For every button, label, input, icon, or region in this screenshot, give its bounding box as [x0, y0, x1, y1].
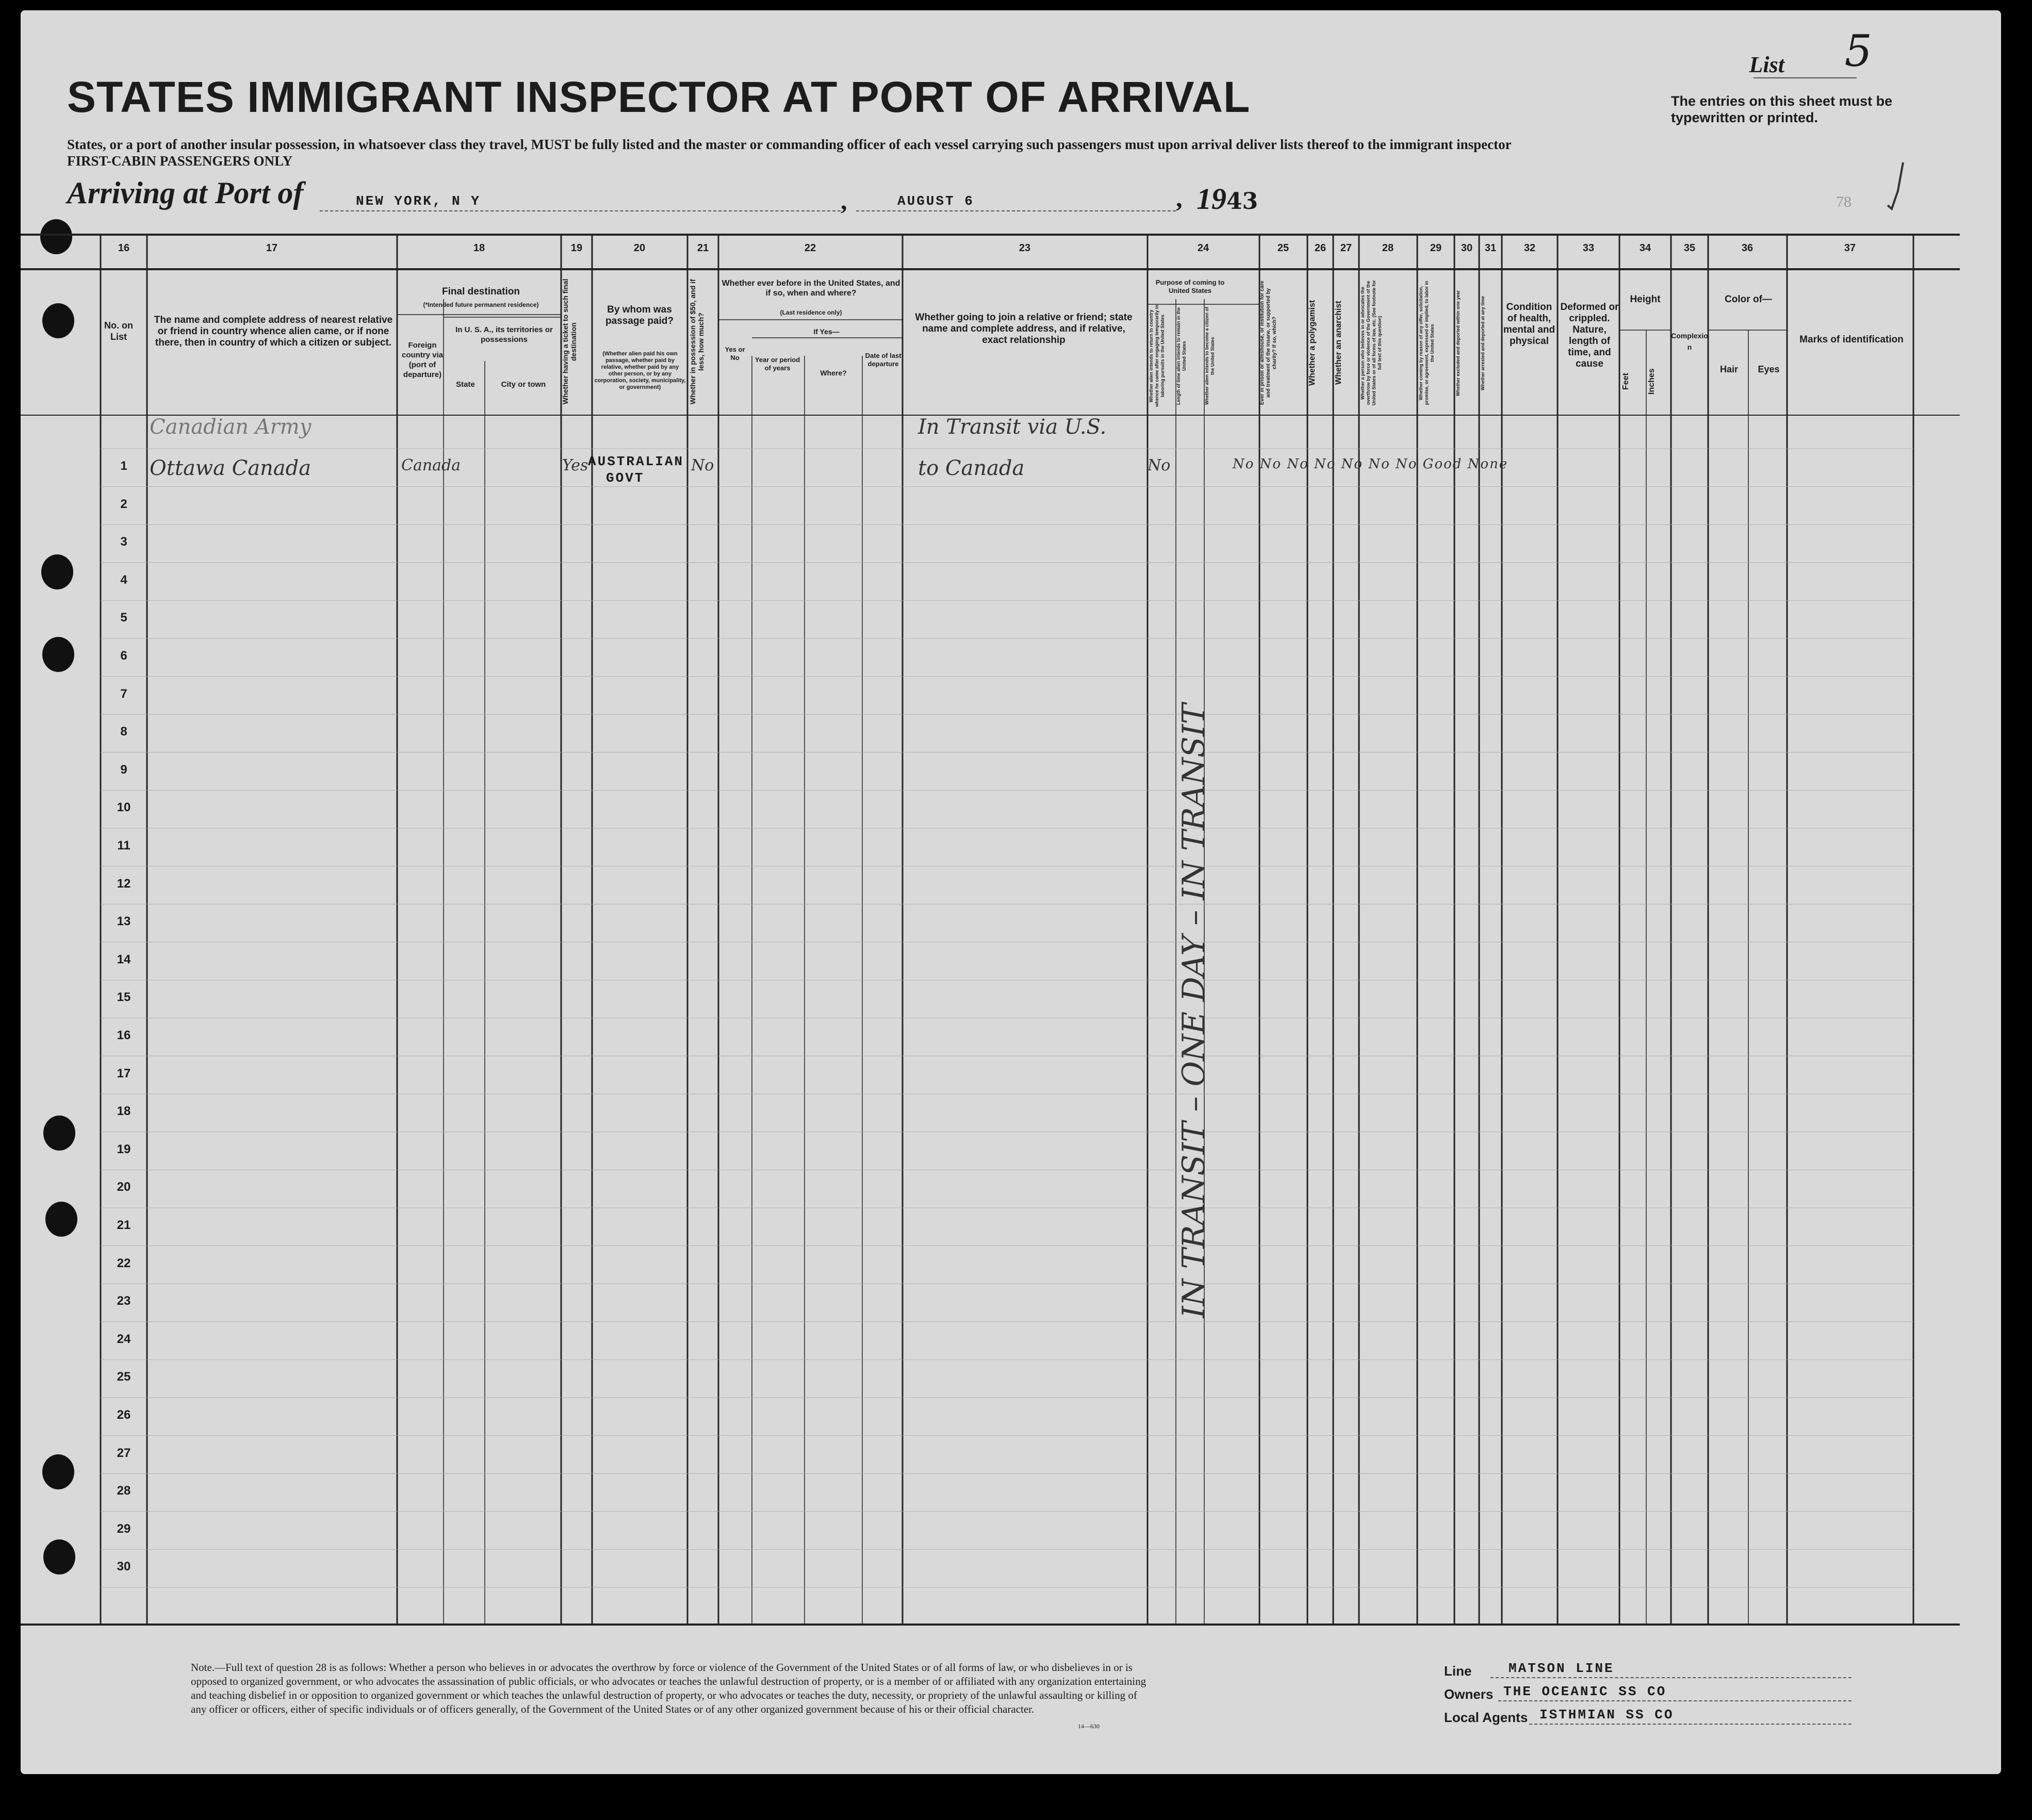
- col20-sub: (Whether alien paid his own passage, whether paid by relative, whether paid by any other person, or by any corporation, society, municipality, or government): [594, 351, 686, 390]
- col34-title: Height: [1630, 294, 1661, 305]
- col18-foreign: Foreign country via (port of departure): [401, 341, 444, 379]
- col18-state: State: [456, 380, 475, 389]
- col18-title: Final destination: [442, 286, 520, 297]
- row-number: 1: [120, 459, 127, 473]
- row-number: 11: [117, 839, 130, 852]
- paid-by-line2: GOVT: [606, 470, 645, 486]
- col30-header: Whether excluded and deported within one year: [1455, 290, 1461, 396]
- row-number: 27: [117, 1446, 131, 1460]
- page-mark: 78: [1836, 193, 1851, 210]
- row-number: 15: [117, 990, 131, 1005]
- arriving-label: Arriving at Port of: [67, 176, 304, 210]
- column-number: 34: [1639, 242, 1651, 254]
- foreign-country: Canada: [401, 456, 461, 474]
- column-number: 28: [1382, 242, 1394, 254]
- column-number: 22: [804, 242, 816, 254]
- col18-sub: (*Intended future permanent residence): [423, 301, 539, 308]
- row-number: 3: [120, 535, 127, 549]
- answers: No No No No No No No Good None: [1233, 456, 1509, 472]
- col25-header: Ever in prison or almshouse, or institution for care and treatment of the insane, or supported by charity? If so, which?: [1259, 281, 1277, 405]
- relative-line2: Ottawa Canada: [150, 456, 312, 480]
- col24-title: Purpose of coming to United States: [1155, 278, 1225, 294]
- row-number: 25: [117, 1370, 131, 1384]
- column-number: 31: [1484, 242, 1497, 254]
- col35-header: Complexion: [1671, 332, 1708, 351]
- agents-label: Local Agents: [1444, 1710, 1528, 1725]
- year-prefix: 19: [1197, 182, 1226, 216]
- row-number: 19: [117, 1142, 131, 1156]
- row-number: 13: [117, 914, 131, 929]
- date-value: AUGUST 6: [897, 193, 974, 209]
- col24c-header: Whether alien intends to become a citizen of the United States: [1204, 306, 1215, 405]
- row-number: 20: [117, 1180, 131, 1194]
- column-number: 25: [1277, 242, 1289, 254]
- row-number: 7: [120, 686, 127, 701]
- column-number: 37: [1844, 242, 1856, 254]
- list-label: List: [1749, 52, 1784, 77]
- form-subtitle: States, or a port of another insular possession, in whatsoever class they travel, MUST be fully listed and the master or commanding officer of each vessel carrying such passengers must upon arrival deliver lists thereof to the immigrant inspector: [67, 137, 1512, 152]
- row-number: 4: [120, 572, 127, 587]
- owners-value: THE OCEANIC SS CO: [1503, 1684, 1667, 1699]
- col22-yesno: Yes or No: [725, 346, 745, 362]
- col20-title: By whom was passage paid?: [605, 304, 674, 326]
- purpose: No: [1148, 456, 1171, 474]
- col37-header: Marks of identification: [1799, 334, 1904, 345]
- row-number: 5: [120, 611, 127, 625]
- join-line1: In Transit via U.S.: [918, 415, 1107, 439]
- col31-header: Whether arrested and deported at any time: [1480, 296, 1485, 390]
- row-number: 2: [120, 497, 127, 511]
- column-number: 29: [1430, 242, 1442, 254]
- form-number: 14—630: [1078, 1723, 1100, 1730]
- col27-header: Whether an anarchist: [1334, 301, 1343, 385]
- row-number: 16: [117, 1028, 131, 1042]
- col22-date: Date of last departure: [865, 352, 902, 368]
- col34-inches: Inches: [1647, 368, 1656, 395]
- money: No: [691, 456, 714, 474]
- form-title: STATES IMMIGRANT INSPECTOR AT PORT OF ARRIVAL: [67, 73, 1251, 121]
- col16-header: No. on List: [104, 320, 133, 342]
- row-number: 17: [117, 1066, 131, 1080]
- typewritten-note: The entries on this sheet must be typewritten or printed.: [1671, 93, 1893, 125]
- row-number: 10: [117, 800, 131, 815]
- row-number: 8: [120, 725, 127, 739]
- column-number: 20: [633, 242, 646, 254]
- column-number: 35: [1683, 242, 1696, 254]
- row-number: 18: [117, 1104, 131, 1119]
- agents-value: ISTHMIAN SS CO: [1539, 1707, 1674, 1723]
- column-number: 30: [1461, 242, 1473, 254]
- column-number: 33: [1582, 242, 1595, 254]
- col21-header: Whether in possession of $50, and if less, how much?: [689, 279, 705, 404]
- row-number: 9: [120, 762, 127, 777]
- row-number: 14: [117, 952, 131, 966]
- col18-city: City or town: [501, 380, 546, 389]
- column-number: 36: [1741, 242, 1754, 254]
- row-number: 22: [117, 1256, 131, 1270]
- row-number: 21: [117, 1218, 131, 1232]
- row-number: 6: [120, 649, 127, 663]
- row-number: 12: [117, 876, 131, 891]
- col22-year: Year or period of years: [755, 356, 800, 372]
- year-suffix: 43: [1226, 188, 1258, 215]
- transit-vertical: IN TRANSIT – ONE DAY – IN TRANSIT: [1176, 703, 1212, 1318]
- col26-header: Whether a polygamist: [1308, 300, 1317, 386]
- port-value: NEW YORK, N Y: [356, 193, 481, 209]
- col23-header: Whether going to join a relative or friend; state name and complete address, and if relative, exact relationship: [915, 312, 1133, 346]
- column-number: 16: [118, 242, 130, 254]
- col33-header: Deformed or crippled. Nature, length of time, and cause: [1560, 302, 1619, 369]
- col34-feet: Feet: [1621, 373, 1630, 390]
- col28-header: Whether a person who believes in or advocates the overthrow by force or violence of the Government of the United States or of all forms of law, etc. (See footnote for full text of this question): [1360, 280, 1382, 406]
- column-number: 19: [570, 242, 583, 254]
- row-number: 23: [117, 1294, 131, 1308]
- column-number: 27: [1340, 242, 1352, 254]
- join-line2: to Canada: [918, 456, 1025, 480]
- row-number: 24: [117, 1332, 131, 1346]
- col36-title: Color of—: [1725, 294, 1772, 305]
- col24a-header: Whether alien intends to return to country whence he came after engaging temporarily in laboring pursuits in the United States: [1149, 304, 1165, 407]
- column-number: 24: [1197, 242, 1209, 254]
- col24b-header: Length of time alien intends to remain in the United States: [1176, 307, 1187, 405]
- row-number: 26: [117, 1408, 131, 1422]
- col36-hair: Hair: [1719, 364, 1738, 374]
- row-number: 29: [117, 1521, 131, 1536]
- col22-title: Whether ever before in the United States, and if so, when and where?: [722, 279, 900, 298]
- row-number: 28: [117, 1484, 131, 1498]
- paid-by-line1: AUSTRALIAN: [588, 454, 684, 469]
- class-line: FIRST-CABIN PASSENGERS ONLY: [67, 153, 293, 169]
- col29-header: Whether coming by reason of any offer, solicitation, promise, or agreement, expressed or implied, to labor in the United States: [1418, 281, 1435, 405]
- column-number: 26: [1314, 242, 1326, 254]
- column-number: 17: [266, 242, 278, 254]
- line-label: Line: [1444, 1663, 1472, 1679]
- col17-header: The name and complete address of nearest relative or friend in country whence alien came, or if none there, then in country of which a citizen or subject.: [154, 315, 393, 348]
- col22-ifyes: If Yes—: [813, 327, 840, 336]
- column-number: 18: [473, 242, 485, 254]
- column-number: 21: [697, 242, 709, 254]
- col36-eyes: Eyes: [1758, 364, 1780, 374]
- col22-where: Where?: [820, 369, 847, 377]
- column-number: 23: [1019, 242, 1031, 254]
- footnote: Note.—Full text of question 28 is as follows: Whether a person who believes in or advocates the overthrow by force or violence of the Government of the United States or of all forms of law, or who disbelieves in or is opposed to organized government, or who advocates the assassination of public officials, or who advocates or teaches the unlawful destruction of property, or is a member of or affiliated with any organization entertaining and teaching disbelief in or opposition to organized government or which teaches the unlawful destruction of property, or who advocates or teaches the duty, necessity, or propriety of the unlawful assaulting or killing of any officer or officers, either of specific individuals or of officers generally, of the Government of the United States or of any other organized government because of his or their official character.: [191, 1661, 1146, 1715]
- list-number: 5: [1844, 26, 1872, 76]
- owners-label: Owners: [1444, 1686, 1494, 1702]
- ticket: Yes: [562, 456, 588, 474]
- col19-header: Whether having a ticket to such final destination: [561, 278, 578, 405]
- column-number: 32: [1523, 242, 1536, 254]
- col18-usa: In U. S. A., its territories or possessions: [455, 325, 553, 344]
- col32-header: Condition of health, mental and physical: [1503, 302, 1555, 347]
- row-number: 30: [117, 1560, 131, 1574]
- line-value: MATSON LINE: [1509, 1661, 1614, 1676]
- col22-sub: (Last residence only): [780, 309, 842, 316]
- relative-line1: Canadian Army: [150, 415, 312, 439]
